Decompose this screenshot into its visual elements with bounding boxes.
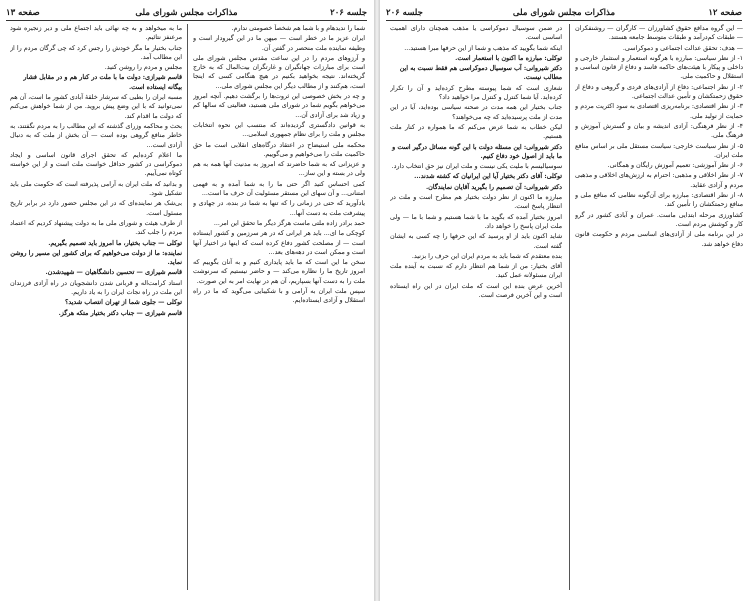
paragraph: و عزیزانی که به شما حاضرند که امروز به مدنیت آنها همه به هم ولی در بسته و این ساز... (193, 161, 365, 178)
paragraph: اینکه شما بگویید که مذهب و شما از این حرفها مبرا هستید... (404, 44, 562, 52)
paragraph: آقای بختیار: من از شما هم انتظار دارم که نسبت به آینده ملت ایران مسئولانه عمل کنید. (390, 263, 562, 280)
paragraph: لیکن خطاب به شما عرض می‌کنم که ما همواره در کنار ملت هستیم. (390, 123, 562, 141)
right-page-header (386, 6, 742, 21)
paragraph: قاسم شیرازی — تحسین دانشگاهیان — شهیدشدن. (45, 269, 182, 277)
paragraph: محکمه ملی استیضاح در اعتقاد درگاه‌های انقلابی است ما حق حاکمیت ملت را می‌خواهیم و می‌گوییم. (193, 141, 365, 158)
right-page-session: جلسه ۲۰۶ (386, 8, 423, 18)
paragraph: شما را ندیدهام و با شما هم شخصاً خصومتی ندارم. (231, 25, 365, 32)
right-page-running-title: مذاکرات مجلس شورای ملی (512, 8, 616, 18)
paragraph: و بدانید که ملت ایران به آرامی پذیرفته است که حکومت ملی باید تشکیل شود. (10, 180, 182, 198)
paragraph: ما به میخواهد و به چه نهائی باید اجتماع ملی و دیر زنجیره شود مرعنفز نتائیم. (10, 25, 182, 42)
paragraph: استاد کرامت‌اله و قربانی شدن دانشجویان در راه آزادی فرزندان این ملت در راه نجات ایران را به یاد داریم. (10, 279, 182, 297)
paragraph: ایران عزیز ما در خطر است — میهن ما در این گیرودار است و وظیفه نماینده ملت منحصر در گفتن آن. (193, 35, 365, 52)
paragraph: جناب بختیار ما مگر خودش را رجس کرد که چی گرگان مردم را از این مطالب آمد. (10, 44, 182, 61)
paragraph: بی‌شک هر نماینده‌ای که در این مجلس حضور دارد در برابر تاریخ مسئول است. (10, 200, 182, 217)
paragraph: و چه در بخش خصوصی این ثروت‌ها را برگشت دهیم. آنچه امروز می‌خواهم بگویم شما در شورای ملی هستید، فعالیتی که سالها کم و زیاد شد برای آزادی آن... (193, 93, 365, 119)
paragraph: ۶- از نظر آموزشی: تعمیم آموزش رایگان و همگانی. (607, 162, 743, 170)
paragraph: سپس ملت ایران به آرامی و با شکیبایی می‌گوید که ما در راه استقلال و آزادی ایستاده‌ایم. (193, 288, 365, 305)
paragraph: — هدف: تحقق عدالت اجتماعی و دموکراسی. (622, 44, 743, 52)
paragraph: از طرف هیئت و شورای ملی ما به دولت پیشنهاد کردیم که اعتماد مردم را جلب کند. (10, 219, 182, 237)
paragraph: آخرین عرض بنده این است که ملت ایران در این راه ایستاده است و این آخرین فرصت است. (390, 282, 562, 300)
paragraph: شاید اکنون باید از او پرسید که این حرفها را چه کسی به ایشان گفته است. (390, 233, 562, 250)
paragraph: دکتر شیروانی: آن تصمیم را بگیرید آقایان نمایندگان. (425, 183, 562, 191)
left-page-number: صفحه ۱۳ (6, 8, 40, 18)
paragraph: مبارزه ما اکنون از نظر دولت بختیار هم مطرح است و ملت در انتظار پاسخ است. (390, 194, 562, 211)
paragraph: در این برنامه ملی از آزادی‌های اساسی مردم و حکومت قانون دفاع خواهد شد. (575, 231, 743, 248)
paragraph: به قوانین دادگستری گردیده‌اند که منتسب این نحوه انتخابات مجلس و ملت را برای نظام جمهوری اسلامی... (193, 121, 365, 139)
paragraph: سخن ما این است که ما باید پایداری کنیم و به آنان بگوییم که امروز تاریخ ما را نظاره می‌کند — و حاضر نیستیم که سرنوشت ملت را به دست آنها بسپاریم، آن هم در نهایت امر به این صورت. (193, 259, 365, 285)
paragraph: ۸- از نظر اقتصادی: مبارزه برای آن‌گونه نظامی که منافع ملی و منافع زحمتکشان را تأمین کند. (575, 192, 743, 209)
paragraph: امروز بختیار آمده که بگوید ما با شما هستیم و شما با ما — ولی ملت ایران پاسخ را خواهد داد. (390, 213, 562, 230)
paragraph: دکتر شیروانی: این مسئله دولت با این گونه مسائل درگیر است و ما باید از اصول خود دفاع کنیم. (392, 143, 562, 160)
paragraph: نماینده: ما از دولت می‌خواهیم که برای کشور این مسیر را روشن نماید. (10, 249, 182, 267)
paragraph: یادآورید که حتی در زمانی را که تنها به شما در بنده، در جهادی و پیشرفت ملت به دست آنها... (193, 200, 365, 217)
paragraph: توکلی: مبارزه ما اکنون با استعمار است. (455, 54, 562, 62)
paragraph: توکلی — جناب بختیار، ما امروز باید تصمیم بگیریم. (48, 239, 182, 247)
paragraph: ۱- از نظر سیاسی: مبارزه با هرگونه استعمار و استثمار خارجی و داخلی و پیکار با هیئت‌های حاکمه فاسد و دفاع از قانون اساسی و استقلال و حاکمیت ملی. (575, 54, 743, 81)
paragraph: ۷- از نظر اخلاقی و مذهبی: احترام به ارزش‌های اخلاقی و مذهبی مردم و آزادی عقاید. (575, 172, 743, 189)
paragraph: بنده معتقدم که شما باید به مردم ایران این حرف را بزنید. (411, 252, 562, 260)
paragraph: دکتر شیروانی: آب سوسیال دموکراسی هم فقط نسبت به این مطالب نیست. (399, 65, 562, 82)
right-page-number: صفحه ۱۲ (708, 8, 742, 18)
paragraph: کشاورزی مرحله ابتدایی ماست. عمران و آبادی کشور در گرو کار و کوشش مردم است. (575, 211, 743, 228)
left-page-header (6, 6, 367, 21)
paragraph: شعاری است که شما پیوسته مطرح کرده‌اید و آن را تکرار کرده‌اید. آیا شما کنترل و کنترل مرا خواهید داد؟ (390, 84, 562, 102)
paragraph: قاسم شیرازی — جناب دکتر بختیار متکه هرگز. (58, 309, 182, 317)
paragraph: جناب بختیار این همه مدت در صحنه سیاسی بوده‌اید، آیا در این مدت از ملت پرسیده‌اید که چه می‌خواهند؟ (390, 104, 562, 121)
paragraph: ۵- از نظر سیاست خارجی: سیاست مستقل ملی بر اساس منافع ملت ایران. (575, 142, 743, 159)
paragraph: و آرزوهای مردم را در این ساعت مقدس مجلس شورای ملی است برای مبارزات جهانگیران و غارتگران بیت‌المال که به خارج گریخته‌اند. نتیجه بخواهید بکنیم در هیچ هنگامی کسی که اینجا است، هم‌کنند و از مطالب دیگر این مجلس شورای ملی... (193, 54, 365, 90)
paragraph: مجلس و مردم را روشن کنید. (104, 64, 182, 72)
right-page (380, 0, 750, 601)
paragraph: قاسم شیرازی: دولت ما با ملت در کنار هم و در مقابل فشار بیگانه ایستاده است. (23, 74, 182, 91)
paragraph: در ضمن سوسیال دموکراسی یا مذهب همچنان دارای اهمیت اساسی است. (390, 25, 562, 42)
left-page-running-title: مذاکرات مجلس شورای ملی (135, 8, 238, 18)
column-divider (187, 24, 188, 590)
column-divider (569, 24, 570, 590)
paragraph: — این گروه مدافع حقوق کشاورزان — کارگران — روشنفکران — طبقات کم‌درآمد و طبقات متوسط جامعه هستند. (575, 25, 743, 42)
paragraph: ۳- از نظر اقتصادی: برنامه‌ریزی اقتصادی به سود اکثریت مردم و حمایت از تولید ملی. (575, 103, 743, 120)
paragraph: کوچکی ما ای... باید هر ایرانی که در هر سرزمین و کشور ایستاده است — از مصلحت کشور دفاع کرده است که اینها در اختیار آنها است و ممکن است در دهه‌های بعد... (193, 230, 365, 256)
paragraph: ۲- از نظر اجتماعی: دفاع از آزادی‌های فردی و گروهی و دفاع از حقوق زحمتکشان و تأمین عدالت اجتماعی. (575, 83, 743, 101)
paragraph: مسبه ایران را بطیی که سرشار خلقهٔ آبادی کشور ما است، آن هم نمی‌توانید که با این وضع پیش بروید. من از شما خواهش می‌کنم که دولت ما اقدام کند. (10, 94, 182, 120)
right-page-right-column (575, 24, 743, 590)
paragraph: حمد برادر زاده ملتی ماست هرگز دیگر ما تحقق این امر... (213, 219, 365, 227)
paragraph: ۴- از نظر فرهنگی: آزادی اندیشه و بیان و گسترش آموزش و فرهنگ ملی. (575, 122, 743, 140)
paragraph: ما اعلام کرده‌ایم که تحقق اجرای قانون اساسی و ایجاد دموکراسی در کشور حداقل خواست ملت است و از این خواسته کوتاه نمی‌آییم. (10, 151, 182, 178)
paragraph: بحث و محاکمه وزرای گذشته که این مطالب را به مردم نگفتند، به خاطر منافع گروهی بوده است — آن بخش از ملت که به دنبال آزادی است... (10, 122, 182, 149)
paragraph: توکلی: آقای دکتر بختیار آیا این ایرانیان که کشته شدند... (414, 173, 562, 181)
left-page-right-column (193, 24, 365, 590)
paragraph: سوسیالیسم با ملیت یکی نیست و ملت ایران نیز حق انتخاب دارد. (391, 163, 562, 171)
paragraph: کمی احساس کنید اگر حتی ما را به شما آمده و به فهمی امتنانی... و آن سهای این مستقر مسئولیت آن حرف ما است... (193, 180, 365, 198)
paragraph: توکلی — جلوی شما از تهران انتصاب شدید؟ (65, 299, 182, 307)
right-page-left-column (390, 24, 562, 590)
left-page-session: جلسه ۲۰۶ (330, 8, 367, 18)
left-page-left-column (10, 24, 182, 590)
